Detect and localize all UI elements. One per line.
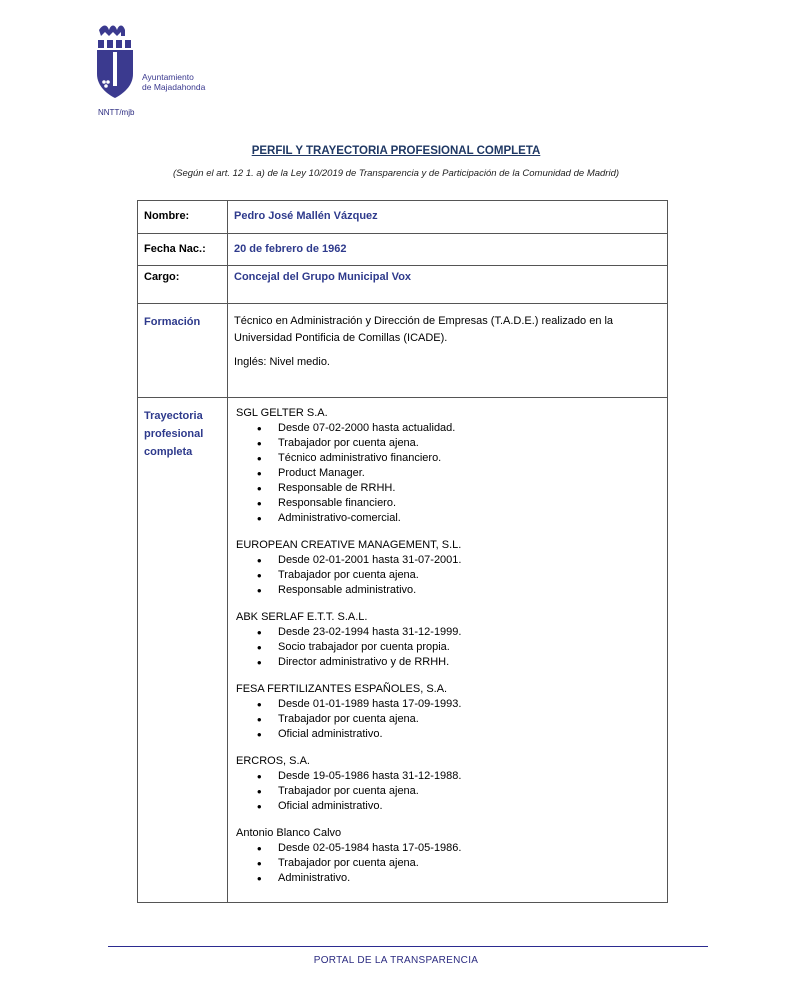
job-list xyxy=(228,398,668,903)
job-detail-item: • Técnico administrativo financiero. xyxy=(278,451,659,466)
trayectoria-label-line1: Trayectoria xyxy=(144,410,203,422)
formacion-label: Formación xyxy=(138,304,228,398)
job-detail-item: • Desde 23-02-1994 hasta 31-12-1999. xyxy=(278,625,659,640)
job-company: Antonio Blanco Calvo xyxy=(236,827,342,839)
logo-text-line1: Ayuntamiento xyxy=(142,72,194,82)
job-detail-item: • Desde 01-01-1989 hasta 17-09-1993. xyxy=(278,697,659,712)
job-company: EUROPEAN CREATIVE MANAGEMENT, S.L. xyxy=(236,539,462,551)
page-title: PERFIL Y TRAYECTORIA PROFESIONAL COMPLETA xyxy=(251,145,541,157)
job-detail-item: • Oficial administrativo. xyxy=(278,799,659,814)
job-entry xyxy=(236,610,659,670)
job-detail-item: • Trabajador por cuenta ajena. xyxy=(278,712,659,727)
job-detail-item: • Oficial administrativo. xyxy=(278,727,659,742)
job-detail-item: • Desde 19-05-1986 hasta 31-12-1988. xyxy=(278,769,659,784)
job-company: SGL GELTER S.A. xyxy=(236,407,328,419)
job-detail-item: • Administrativo-comercial. xyxy=(278,511,659,526)
footer-divider xyxy=(108,946,708,947)
job-company: ABK SERLAF E.T.T. S.A.L. xyxy=(236,611,368,623)
job-entry xyxy=(236,826,659,886)
job-detail-item: • Administrativo. xyxy=(278,871,659,886)
logo-text-line2: de Majadahonda xyxy=(142,82,206,92)
job-company: FESA FERTILIZANTES ESPAÑOLES, S.A. xyxy=(236,683,448,695)
job-detail-item: • Desde 02-05-1984 hasta 17-05-1986. xyxy=(278,841,659,856)
job-detail-item: • Product Manager. xyxy=(278,466,659,481)
row-cargo xyxy=(138,266,668,304)
job-detail-item: • Responsable de RRHH. xyxy=(278,481,659,496)
footer-text: PORTAL DE LA TRANSPARENCIA xyxy=(313,955,479,966)
job-detail-item: • Trabajador por cuenta ajena. xyxy=(278,784,659,799)
page-subtitle: (Según el art. 12 1. a) de la Ley 10/2019 de Transparencia y de Participación de la Comunidad de Madrid) xyxy=(172,168,620,179)
job-detail-item: • Trabajador por cuenta ajena. xyxy=(278,568,659,583)
cargo-value: Concejal del Grupo Municipal Vox xyxy=(228,266,668,304)
job-detail-item: • Trabajador por cuenta ajena. xyxy=(278,856,659,871)
cargo-label: Cargo: xyxy=(138,266,228,304)
fecha-label: Fecha Nac.: xyxy=(138,234,228,266)
coat-of-arms-icon xyxy=(95,22,141,100)
job-entry xyxy=(236,682,659,742)
job-details xyxy=(236,625,659,670)
row-nombre xyxy=(138,201,668,234)
trayectoria-label xyxy=(138,398,228,903)
job-details xyxy=(236,769,659,814)
formacion-degree: Técnico en Administración y Dirección de Empresas (T.A.D.E.) realizado en la Universidad Pontificia de Comillas (ICADE). xyxy=(234,315,614,344)
row-fecha xyxy=(138,234,668,266)
job-detail-item: • Desde 02-01-2001 hasta 31-07-2001. xyxy=(278,553,659,568)
job-details xyxy=(236,553,659,598)
nombre-value: Pedro José Mallén Vázquez xyxy=(228,201,668,234)
job-entry xyxy=(236,754,659,814)
row-formacion xyxy=(138,304,668,398)
nombre-label: Nombre: xyxy=(138,201,228,234)
trayectoria-label-line3: completa xyxy=(144,446,193,458)
job-detail-item: • Responsable administrativo. xyxy=(278,583,659,598)
job-detail-item: • Socio trabajador por cuenta propia. xyxy=(278,640,659,655)
job-details xyxy=(236,841,659,886)
job-details xyxy=(236,697,659,742)
profile-table xyxy=(137,200,668,903)
trayectoria-label-line2: profesional xyxy=(144,428,204,440)
job-detail-item: • Director administrativo y de RRHH. xyxy=(278,655,659,670)
row-trayectoria xyxy=(138,398,668,903)
job-entry xyxy=(236,406,659,526)
formacion-language: Inglés: Nivel medio. xyxy=(234,356,330,368)
job-detail-item: • Desde 07-02-2000 hasta actualidad. xyxy=(278,421,659,436)
formacion-value xyxy=(228,304,668,398)
job-company: ERCROS, S.A. xyxy=(236,755,310,767)
reference-code: NNTT/mjb xyxy=(98,108,135,117)
fecha-value: 20 de febrero de 1962 xyxy=(228,234,668,266)
municipality-logo xyxy=(95,22,225,102)
job-detail-item: • Responsable financiero. xyxy=(278,496,659,511)
job-details xyxy=(236,421,659,526)
job-detail-item: • Trabajador por cuenta ajena. xyxy=(278,436,659,451)
job-entry xyxy=(236,538,659,598)
